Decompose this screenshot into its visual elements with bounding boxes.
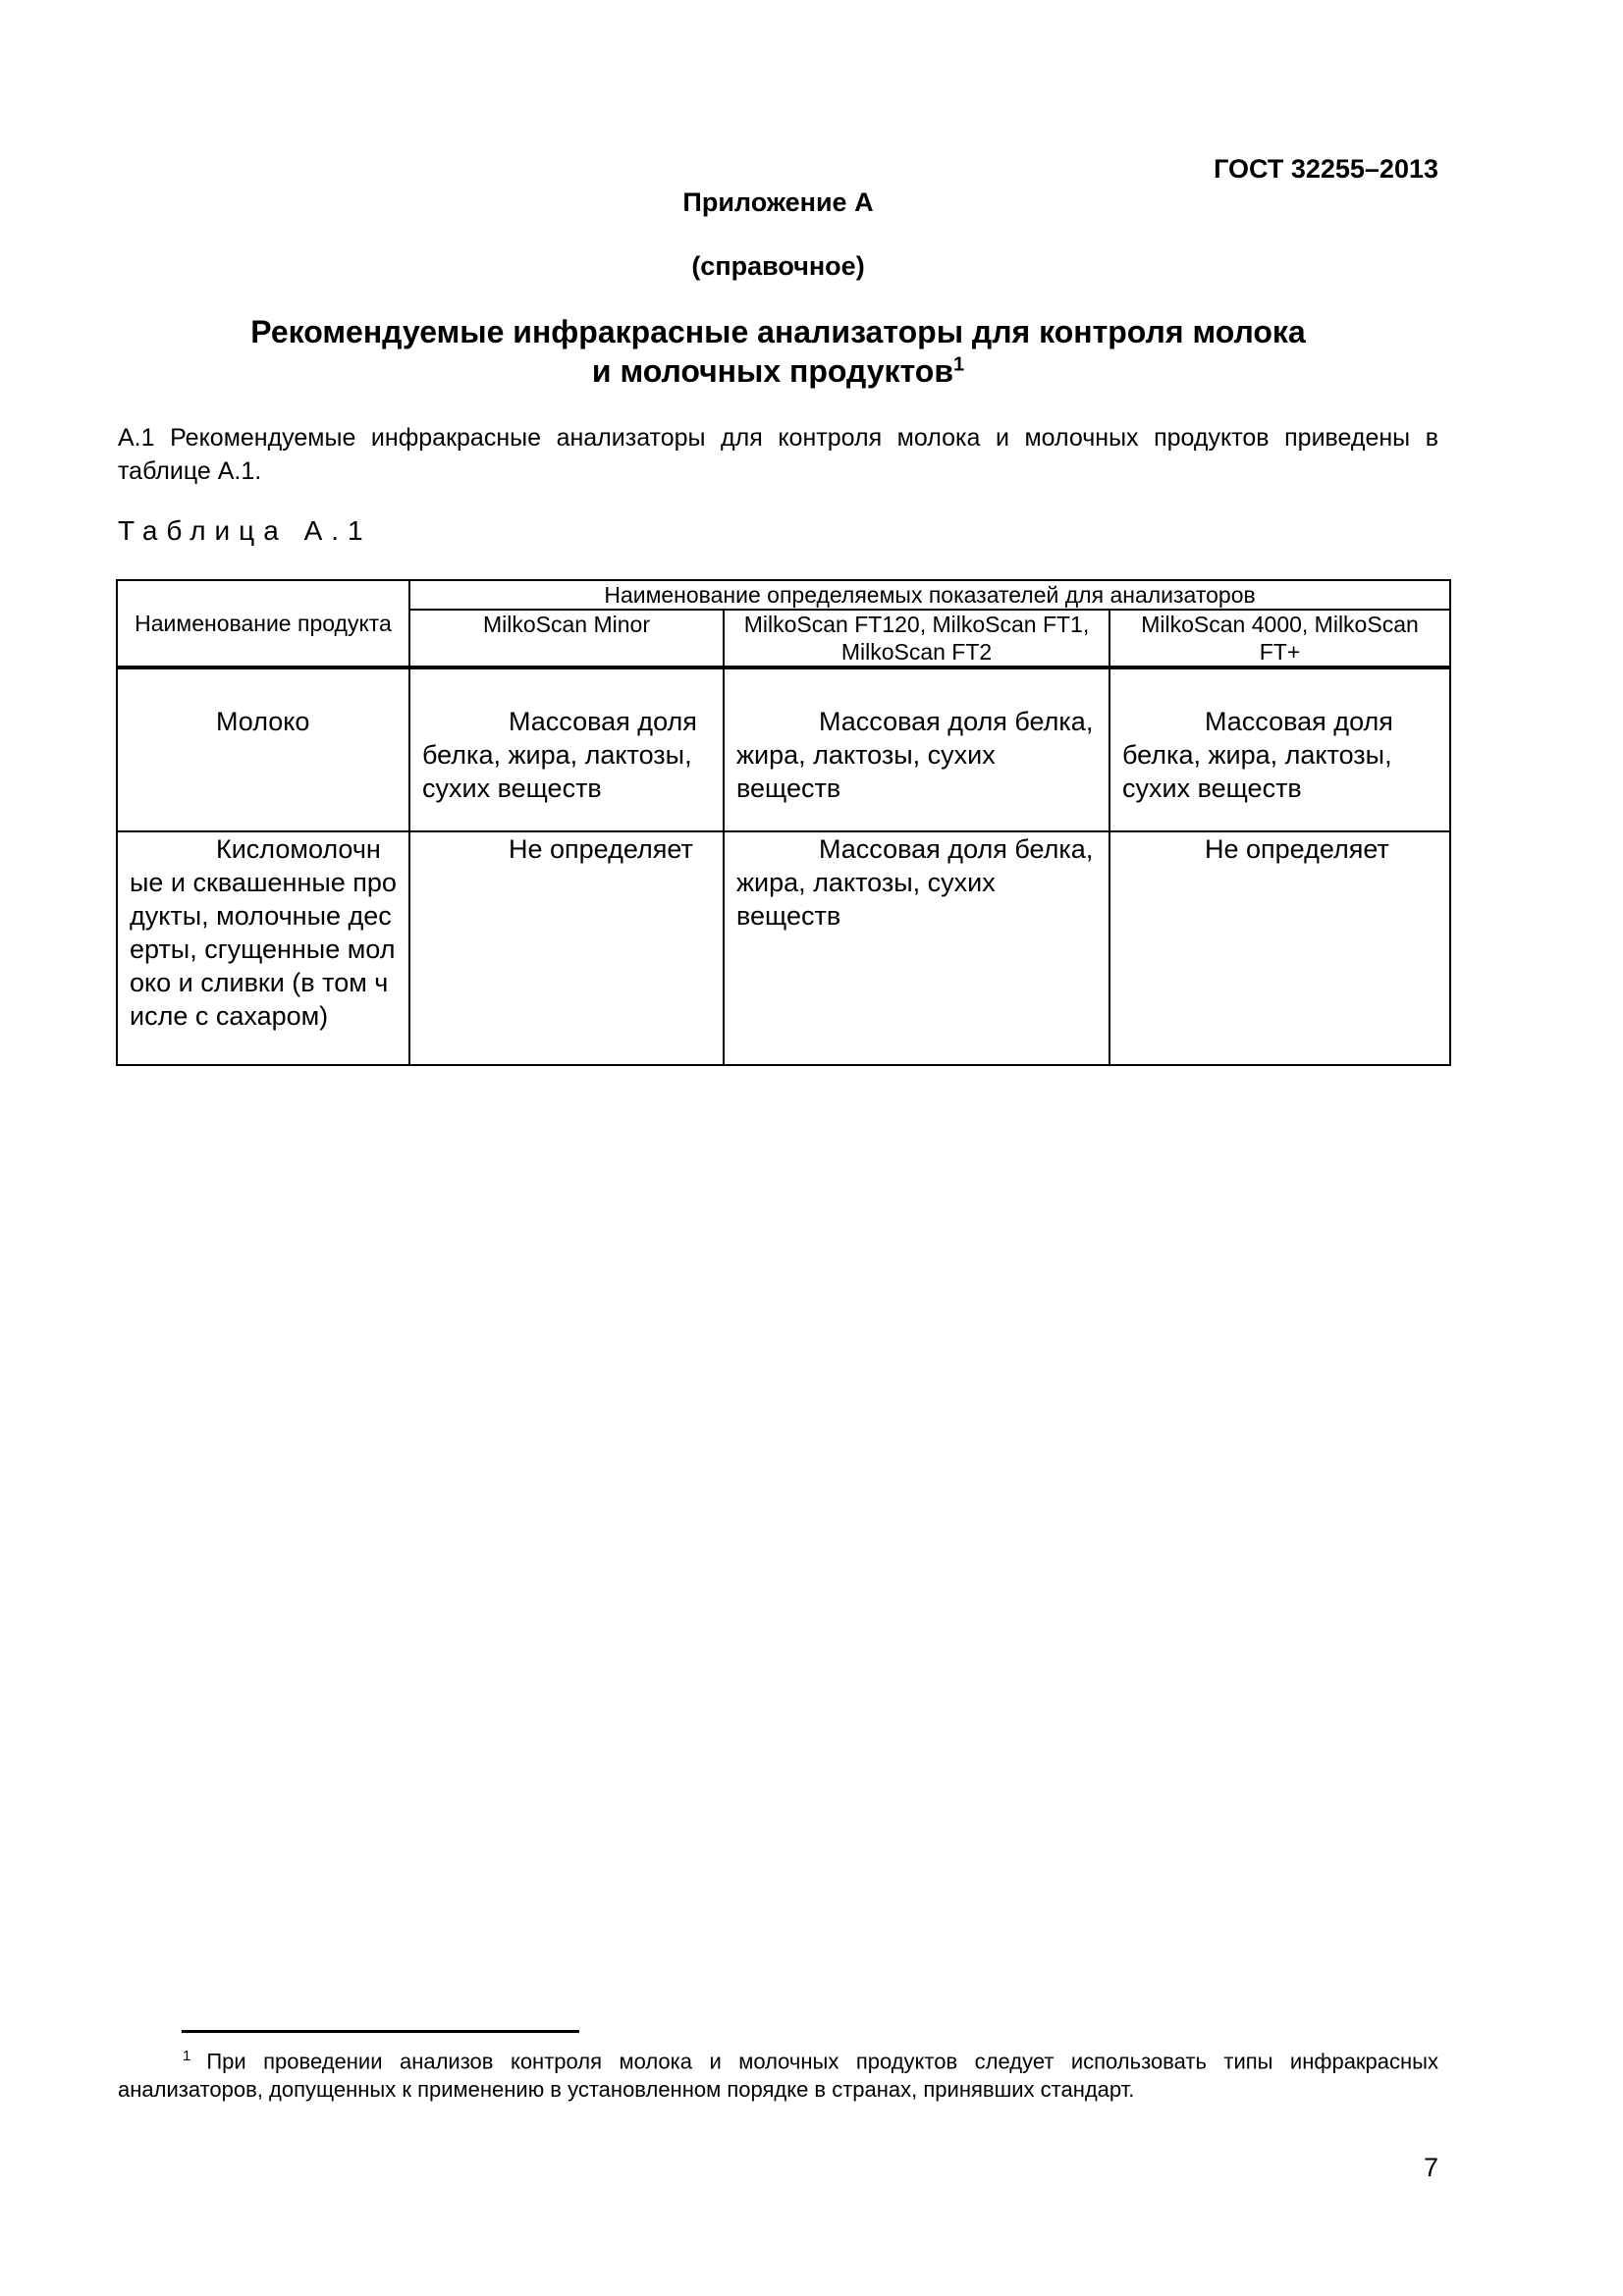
row-value <box>724 831 1109 1065</box>
row-value-text: Не определяет <box>1205 834 1389 864</box>
appendix-heading <box>118 312 1438 391</box>
heading-line-1: Рекомендуемые инфракрасные анализаторы для контроля молока <box>250 314 1306 349</box>
appendix-status: (справочное) <box>691 251 865 281</box>
row-value-text: Массовая доля белка, жира, лактозы, сухих веществ <box>736 834 1094 931</box>
page-number: 7 <box>1423 2153 1438 2182</box>
row-product <box>117 831 409 1065</box>
header-analyzer-ft120: MilkoScan FT120, MilkoScan FT1, MilkoScan FT2 <box>724 610 1109 667</box>
row-value <box>409 668 724 831</box>
heading-line-2-text: и молочных продуктов <box>591 353 953 389</box>
analyzers-table <box>116 579 1451 1066</box>
appendix-title: Приложение А <box>682 187 874 217</box>
row-value <box>724 668 1109 831</box>
header-analyzer-4000: MilkoScan 4000, MilkoScan FT+ <box>1109 610 1450 667</box>
row-value <box>409 831 724 1065</box>
footnote-mark: 1 <box>183 2048 191 2064</box>
row-value <box>1109 831 1450 1065</box>
row-value-text: Массовая доля белка, жира, лактозы, сухих веществ <box>736 707 1094 803</box>
intro-paragraph: А.1 Рекомендуемые инфракрасные анализаторы для контроля молока и молочных продуктов приведены в таблице А.1. <box>118 424 1438 485</box>
row-value-text: Массовая доля белка, жира, лактозы, сухих веществ <box>422 707 697 803</box>
row-value-text: Массовая доля белка, жира, лактозы, сухих веществ <box>1122 707 1393 803</box>
footnote-divider <box>182 2030 579 2033</box>
row-product <box>117 668 409 831</box>
footnote <box>118 2042 1438 2104</box>
heading-line-2 <box>118 351 1438 391</box>
footnote-text: При проведении анализов контроля молока и молочных продуктов следует использовать типы инфракрасных анализаторов, допущенных к применению в установленном порядке в странах, принявших стандарт. <box>118 2049 1438 2103</box>
row-value-text: Не определяет <box>509 834 693 864</box>
heading-footnote-ref[interactable]: 1 <box>953 353 965 376</box>
table-caption: Таблица А.1 <box>118 515 372 546</box>
header-product: Наименование продукта <box>117 580 409 667</box>
header-analyzer-minor: MilkoScan Minor <box>409 610 724 667</box>
table-row <box>117 668 1450 831</box>
row-product-text: Кисломолочные и сквашенные продукты, молочные десерты, сгущенные молоко и сливки (в том числе с сахаром) <box>130 834 397 1031</box>
header-indicators-group: Наименование определяемых показателей для анализаторов <box>409 580 1450 610</box>
table-row <box>117 831 1450 1065</box>
standard-designation: ГОСТ 32255–2013 <box>1214 154 1438 184</box>
row-product-text: Молоко <box>216 707 310 736</box>
row-value <box>1109 668 1450 831</box>
